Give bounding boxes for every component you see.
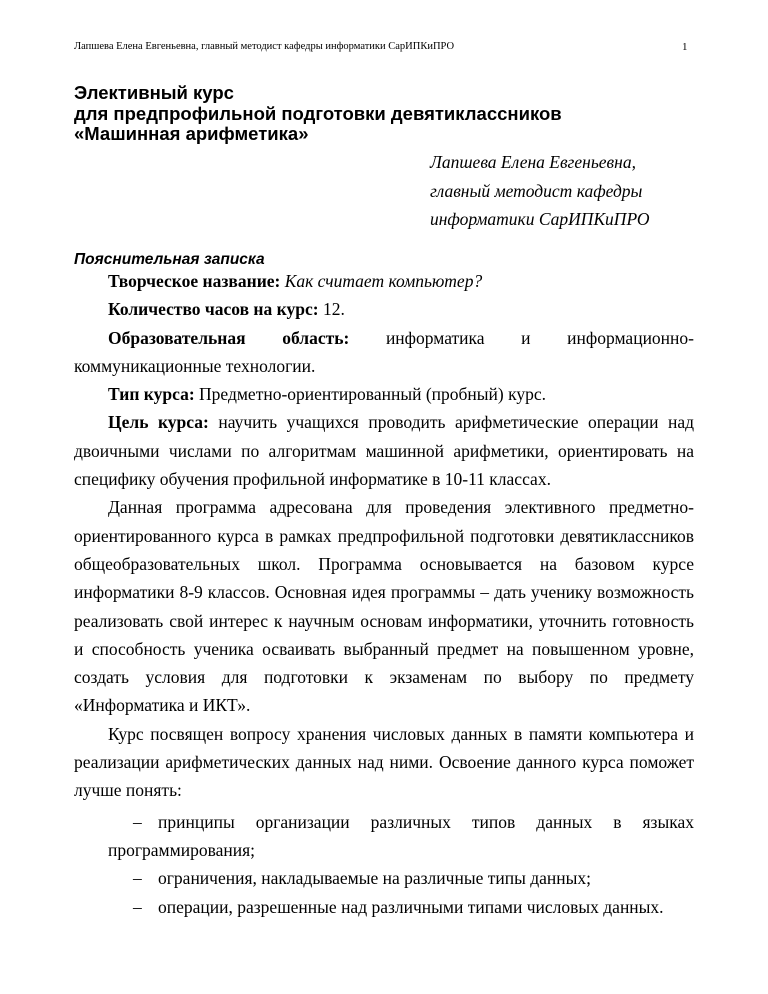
hours-value: 12. [322, 299, 345, 320]
list-item-text: ограничения, накладываемые на различные типы данных; [158, 868, 591, 889]
list-item [74, 864, 694, 892]
goal-text: научить учащихся проводить арифметические операции над двоичными числами по алгоритмам машинной арифметики, ориентировать на специфику обучения профильной информатике в 10-11 классах. [74, 412, 694, 490]
area-label: Образовательная область: [108, 327, 350, 348]
list-item [74, 893, 694, 921]
course-type-line [74, 380, 694, 408]
dash-marker: – [133, 868, 142, 889]
page-number: 1 [682, 41, 688, 53]
document-title [74, 83, 694, 145]
author-name: Лапшева Елена Евгеньевна, [430, 152, 636, 172]
author-block [430, 148, 650, 234]
author-position: главный методист кафедры [430, 180, 643, 201]
creative-title-line [74, 267, 694, 295]
outcomes-list [74, 808, 694, 921]
list-item [74, 808, 694, 865]
goal-label: Цель курса: [108, 412, 209, 433]
author-organization: информатики СарИПКиПРО [430, 209, 650, 229]
list-item-text: операции, разрешенные над различными типами числовых данных. [158, 896, 664, 917]
area-value: информатика и информационно- [385, 327, 694, 348]
title-line-1: Элективный курс [74, 82, 234, 103]
hours-label: Количество часов на курс: [108, 299, 319, 320]
goal-paragraph [74, 408, 694, 493]
area-value-continued: коммуникационные технологии. [74, 355, 316, 376]
course-type-label: Тип курса: [108, 384, 195, 405]
dash-marker: – [133, 896, 142, 917]
course-type-value: Предметно-ориентированный (пробный) курс. [199, 384, 547, 405]
area-line-continued [74, 352, 694, 380]
program-paragraph: Данная программа адресована для проведения элективного предметно-ориентированного курса в рамках предпрофильной подготовки девятиклассников общеобразовательных школ. Программа основывается на базовом курсе информатики 8-9 классов. Основная идея программы – дать ученику возможность реализовать свой интерес к научным основам информатики, уточнить готовность и способность ученика осваивать выбранный предмет на повышенном уровне, создать условия для подготовки к экзаменам по выбору по предмету «Информатика и ИКТ». [74, 497, 694, 716]
title-line-3: «Машинная арифметика» [74, 123, 309, 144]
hours-line [74, 295, 694, 323]
title-line-2: для предпрофильной подготовки девятиклассников [74, 102, 562, 124]
section-heading: Пояснительная записка [74, 251, 265, 268]
creative-title-label: Творческое название: [108, 271, 281, 291]
document-body [74, 267, 694, 921]
running-header: Лапшева Елена Евгеньевна, главный методист кафедры информатики СарИПКиПРО [74, 41, 455, 52]
list-item-text: принципы организации различных типов данных в языках программирования; [108, 811, 694, 860]
area-line [74, 324, 694, 352]
course-paragraph: Курс посвящен вопросу хранения числовых данных в памяти компьютера и реализации арифметических данных над ними. Освоение данного курса поможет лучше понять: [74, 723, 694, 801]
creative-title-value: Как считает компьютер? [284, 271, 483, 291]
dash-marker: – [133, 811, 142, 832]
